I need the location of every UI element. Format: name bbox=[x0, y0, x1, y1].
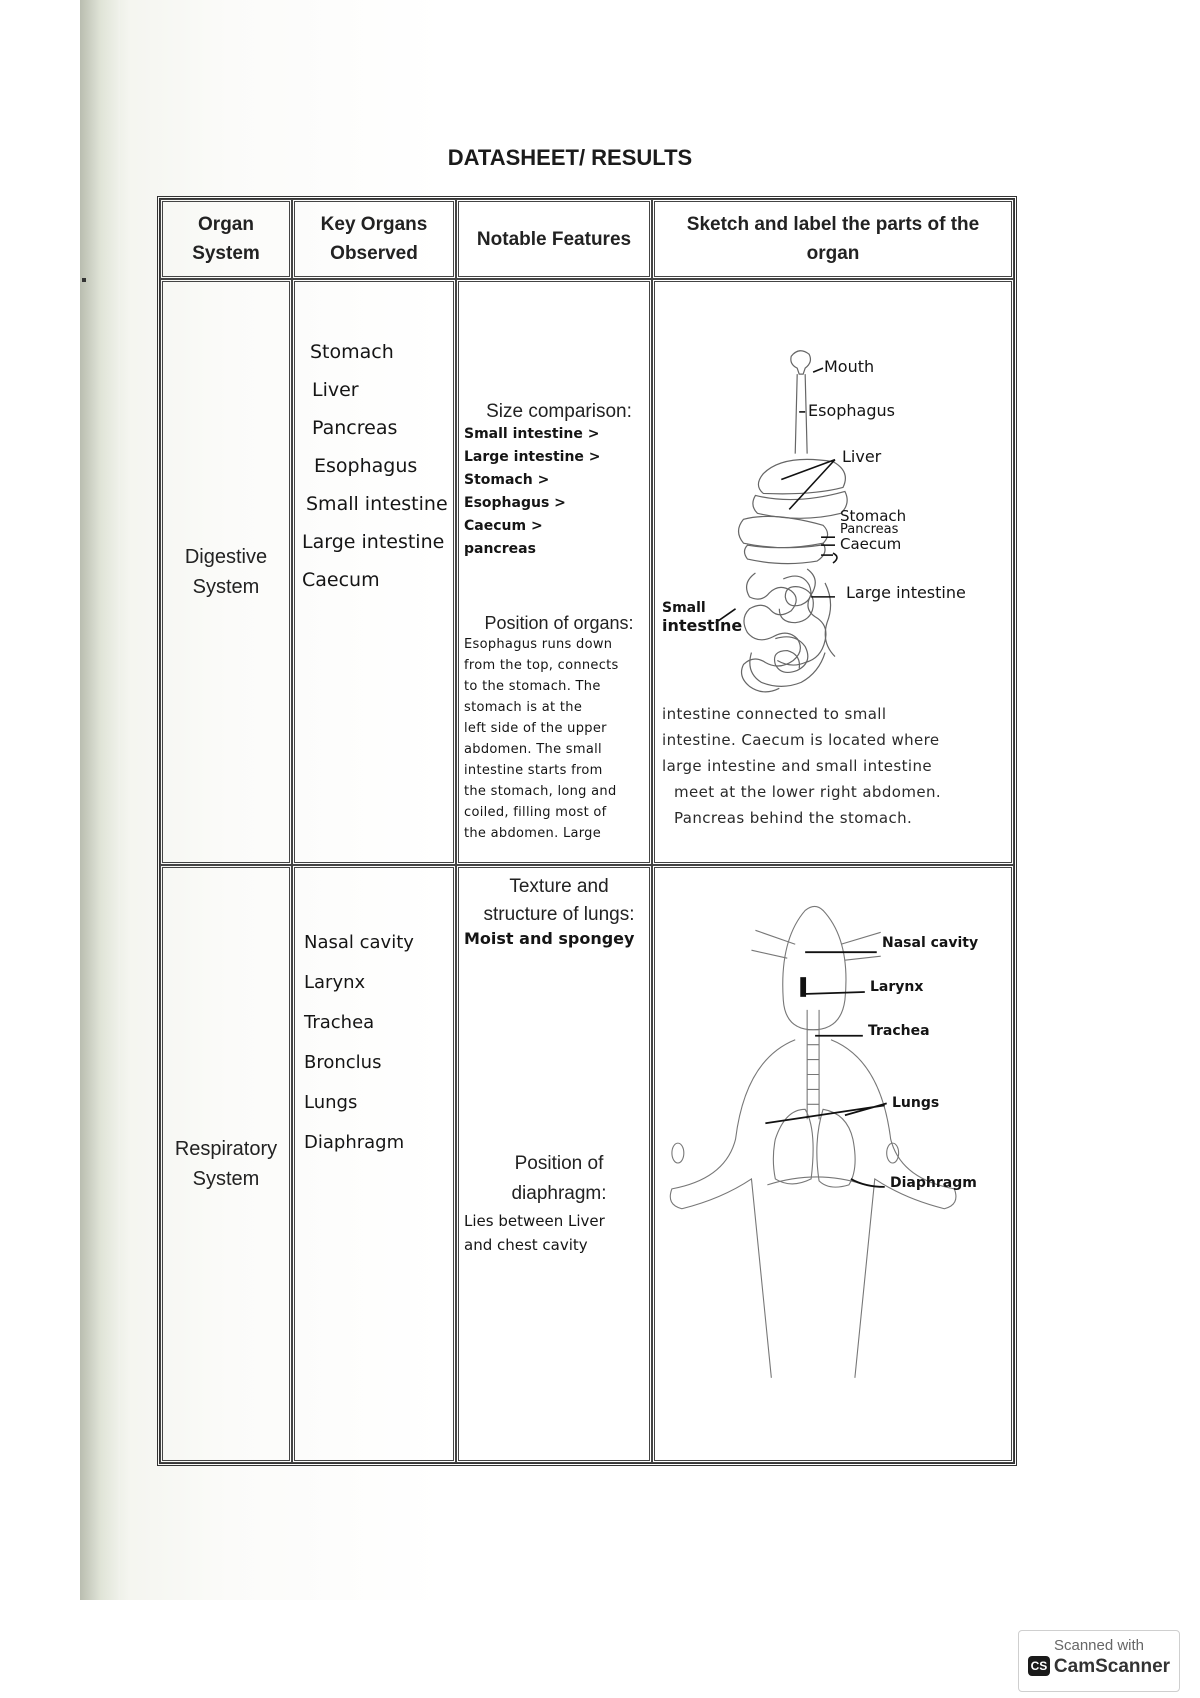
heading-text: Position of bbox=[514, 1153, 604, 1174]
list-item: Pancreas bbox=[312, 417, 398, 439]
label-pancreas: Pancreas bbox=[840, 522, 899, 537]
table-row-digestive bbox=[160, 279, 1014, 865]
list-item: Nasal cavity bbox=[304, 932, 414, 953]
page-title: DATASHEET/ RESULTS bbox=[447, 145, 693, 170]
label-lungs: Lungs bbox=[892, 1095, 940, 1111]
list-item: Large intestine > bbox=[464, 449, 601, 465]
text-line: intestine connected to small bbox=[662, 705, 887, 723]
digestive-sketch bbox=[656, 283, 1010, 861]
text-line: the stomach, long and bbox=[464, 784, 617, 799]
badge-caption: Scanned with bbox=[1053, 1637, 1145, 1654]
margin-mark bbox=[82, 278, 86, 282]
size-comparison-heading: Size comparison: bbox=[486, 401, 632, 422]
text-line: from the top, connects bbox=[464, 658, 619, 673]
list-item: Trachea bbox=[304, 1012, 375, 1033]
label-large-intestine: Large intestine bbox=[846, 583, 966, 602]
label-mouth: Mouth bbox=[824, 357, 875, 376]
digestive-sketch-cell bbox=[652, 279, 1014, 865]
header-text: System bbox=[192, 243, 260, 264]
digestive-features-cell bbox=[456, 279, 652, 865]
datasheet-table bbox=[157, 196, 1017, 1466]
system-name: Respiratory bbox=[174, 1138, 278, 1160]
header-text: Observed bbox=[330, 243, 418, 264]
list-item: Esophagus bbox=[314, 455, 418, 477]
header-row bbox=[160, 199, 1014, 279]
respiratory-system-cell bbox=[160, 865, 292, 1463]
diaphragm-heading bbox=[464, 1149, 654, 1209]
text-line: Lies between Liver bbox=[464, 1212, 605, 1230]
position-heading: Position of organs: bbox=[484, 613, 634, 633]
digestive-system-cell bbox=[160, 279, 292, 865]
text-line: large intestine and small intestine bbox=[662, 757, 933, 775]
list-item: Stomach bbox=[310, 341, 394, 363]
label-larynx: Larynx bbox=[870, 979, 924, 995]
scan-edge-shadow bbox=[80, 0, 130, 1600]
camscanner-badge bbox=[1018, 1630, 1180, 1692]
label-caecum: Caecum bbox=[840, 535, 902, 553]
list-item: Large intestine bbox=[302, 531, 445, 553]
label-liver: Liver bbox=[842, 447, 882, 466]
diaphragm-text bbox=[464, 1209, 654, 1257]
digestive-organ-list bbox=[304, 333, 448, 599]
header-text: Organ bbox=[198, 214, 254, 235]
system-name: Digestive bbox=[184, 546, 268, 568]
size-comparison-lines bbox=[464, 423, 654, 561]
badge-brand bbox=[1019, 1656, 1179, 1678]
label-text: Small bbox=[662, 600, 706, 616]
text-line: coiled, filling most of bbox=[464, 805, 607, 820]
position-continuation bbox=[662, 701, 982, 831]
texture-text: Moist and spongey bbox=[464, 929, 635, 948]
badge-brand-name: CamScanner bbox=[1053, 1656, 1171, 1677]
list-item: Stomach > bbox=[464, 472, 550, 488]
respiratory-organs-cell bbox=[292, 865, 456, 1463]
texture-heading bbox=[464, 873, 654, 929]
header-sketch bbox=[652, 199, 1014, 279]
list-item: Esophagus > bbox=[464, 495, 566, 511]
system-name: System bbox=[192, 576, 260, 598]
respiratory-organ-list bbox=[304, 923, 414, 1163]
list-item: Small intestine > bbox=[464, 426, 600, 442]
heading-text: diaphragm: bbox=[511, 1183, 607, 1204]
text-line: Esophagus runs down bbox=[464, 637, 613, 652]
list-item: Caecum > bbox=[464, 518, 543, 534]
position-text bbox=[464, 634, 654, 844]
label-stomach: Stomach bbox=[840, 507, 907, 525]
label-esophagus: Esophagus bbox=[808, 401, 895, 420]
respiratory-sketch bbox=[656, 869, 1010, 1459]
text-line: stomach is at the bbox=[464, 700, 583, 715]
text-line: to the stomach. The bbox=[464, 679, 601, 694]
list-item: Diaphragm bbox=[304, 1132, 405, 1153]
respiratory-features-cell bbox=[456, 865, 652, 1463]
text-line: abdomen. The small bbox=[464, 742, 602, 757]
system-name: System bbox=[192, 1168, 260, 1190]
digestive-organs-cell bbox=[292, 279, 456, 865]
header-organ-system bbox=[160, 199, 292, 279]
label-diaphragm: Diaphragm bbox=[890, 1175, 977, 1191]
header-key-organs bbox=[292, 199, 456, 279]
text-line: intestine. Caecum is located where bbox=[662, 731, 940, 749]
text-line: and chest cavity bbox=[464, 1236, 588, 1254]
label-small-intestine bbox=[662, 599, 742, 635]
table-row-respiratory bbox=[160, 865, 1014, 1463]
respiratory-sketch-cell bbox=[652, 865, 1014, 1463]
header-text: Key Organs bbox=[320, 214, 428, 235]
size-comparison bbox=[464, 401, 654, 561]
header-text: Notable Features bbox=[476, 228, 632, 250]
heading-text: structure of lungs: bbox=[483, 904, 635, 925]
label-text: intestine bbox=[662, 616, 743, 635]
list-item: Larynx bbox=[304, 972, 366, 993]
list-item: Lungs bbox=[304, 1092, 358, 1113]
list-item: Bronclus bbox=[304, 1052, 382, 1073]
heading-text: Texture and bbox=[509, 876, 609, 897]
header-text: Sketch and label the parts of the bbox=[686, 214, 980, 235]
lung-texture bbox=[464, 873, 654, 948]
header-text: organ bbox=[806, 243, 860, 264]
camscanner-logo-icon: CS bbox=[1028, 1656, 1050, 1676]
respiratory-system-drawing bbox=[656, 869, 1010, 1459]
header-notable-features bbox=[456, 199, 652, 279]
position-of-organs bbox=[464, 613, 654, 844]
label-trachea: Trachea bbox=[868, 1023, 930, 1039]
label-nasal-cavity: Nasal cavity bbox=[882, 935, 979, 951]
text-line: meet at the lower right abdomen. bbox=[674, 783, 942, 801]
list-item: Liver bbox=[312, 379, 359, 401]
text-line: Pancreas behind the stomach. bbox=[674, 809, 913, 827]
list-item: pancreas bbox=[464, 541, 536, 557]
text-line: the abdomen. Large bbox=[464, 826, 602, 841]
list-item: Small intestine bbox=[306, 493, 448, 515]
diaphragm-position bbox=[464, 1149, 654, 1257]
label-group-stomach bbox=[840, 509, 906, 551]
text-line: left side of the upper bbox=[464, 721, 607, 736]
text-line: intestine starts from bbox=[464, 763, 603, 778]
list-item: Caecum bbox=[302, 569, 380, 591]
